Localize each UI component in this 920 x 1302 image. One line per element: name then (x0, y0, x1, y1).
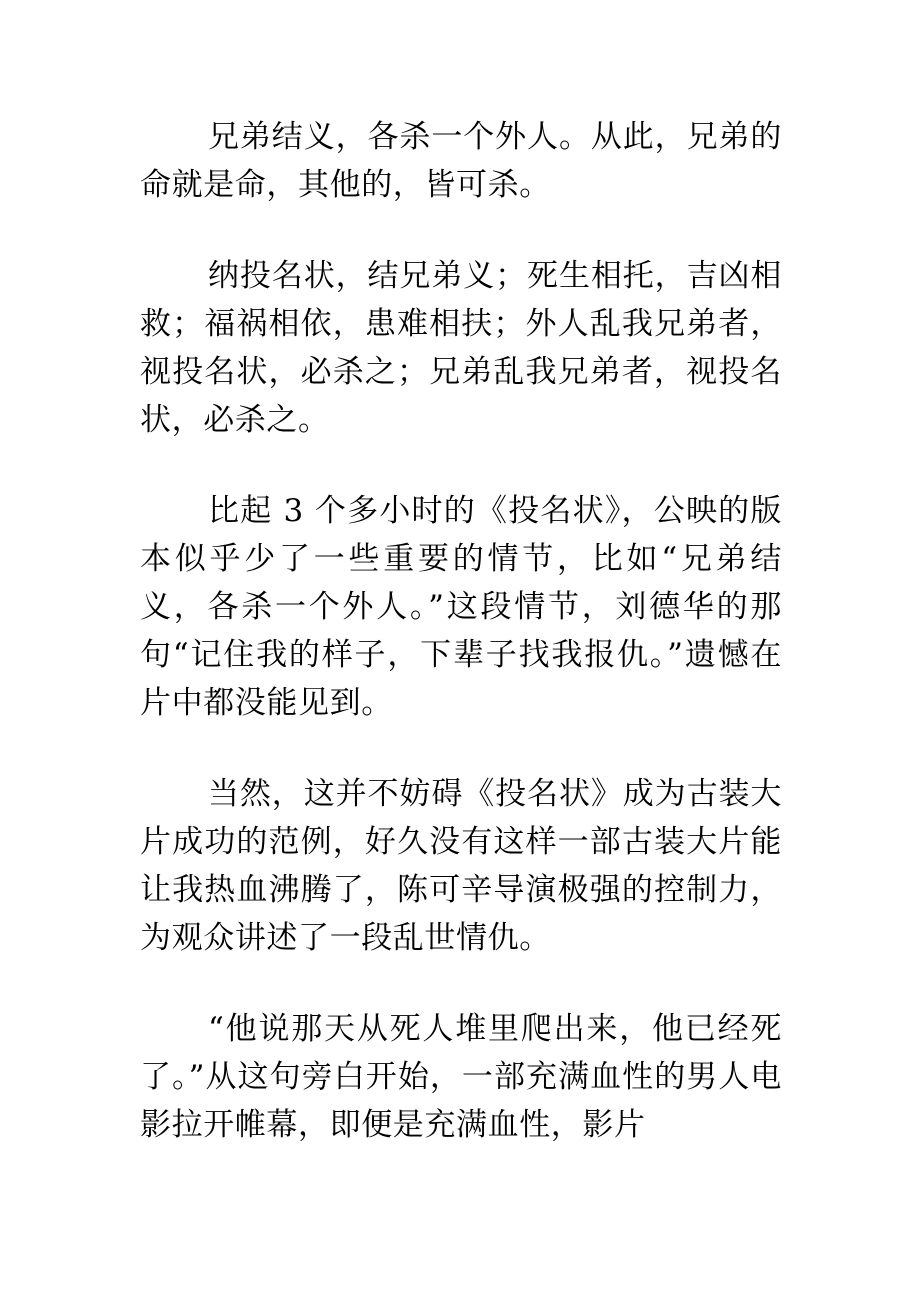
paragraph-5: “他说那天从死人堆里爬出来，他已经死了。”从这句旁白开始，一部充满血性的男人电影拉开帷幕，即便是充满血性，影片 (140, 1011, 782, 1143)
paragraph-2: 纳投名状，结兄弟义；死生相托，吉凶相救；福祸相依，患难相扶；外人乱我兄弟者，视投名状，必杀之；兄弟乱我兄弟者，视投名状，必杀之。 (140, 258, 782, 438)
document-body (140, 113, 782, 1192)
paragraph-1: 兄弟结义，各杀一个外人。从此，兄弟的命就是命，其他的，皆可杀。 (140, 119, 782, 203)
paragraph-4: 当然，这并不妨碍《投名状》成为古装大片成功的范例，好久没有这样一部古装大片能让我热血沸腾了，陈可辛导演极强的控制力，为观众讲述了一段乱世情仇。 (140, 776, 782, 956)
paragraph-3: 比起 3 个多小时的《投名状》，公映的版本似乎少了一些重要的情节，比如“兄弟结义，各杀一个外人。”这段情节，刘德华的那句“记住我的样子，下辈子找我报仇。”遗憾在片中都没能见到。 (140, 493, 782, 721)
